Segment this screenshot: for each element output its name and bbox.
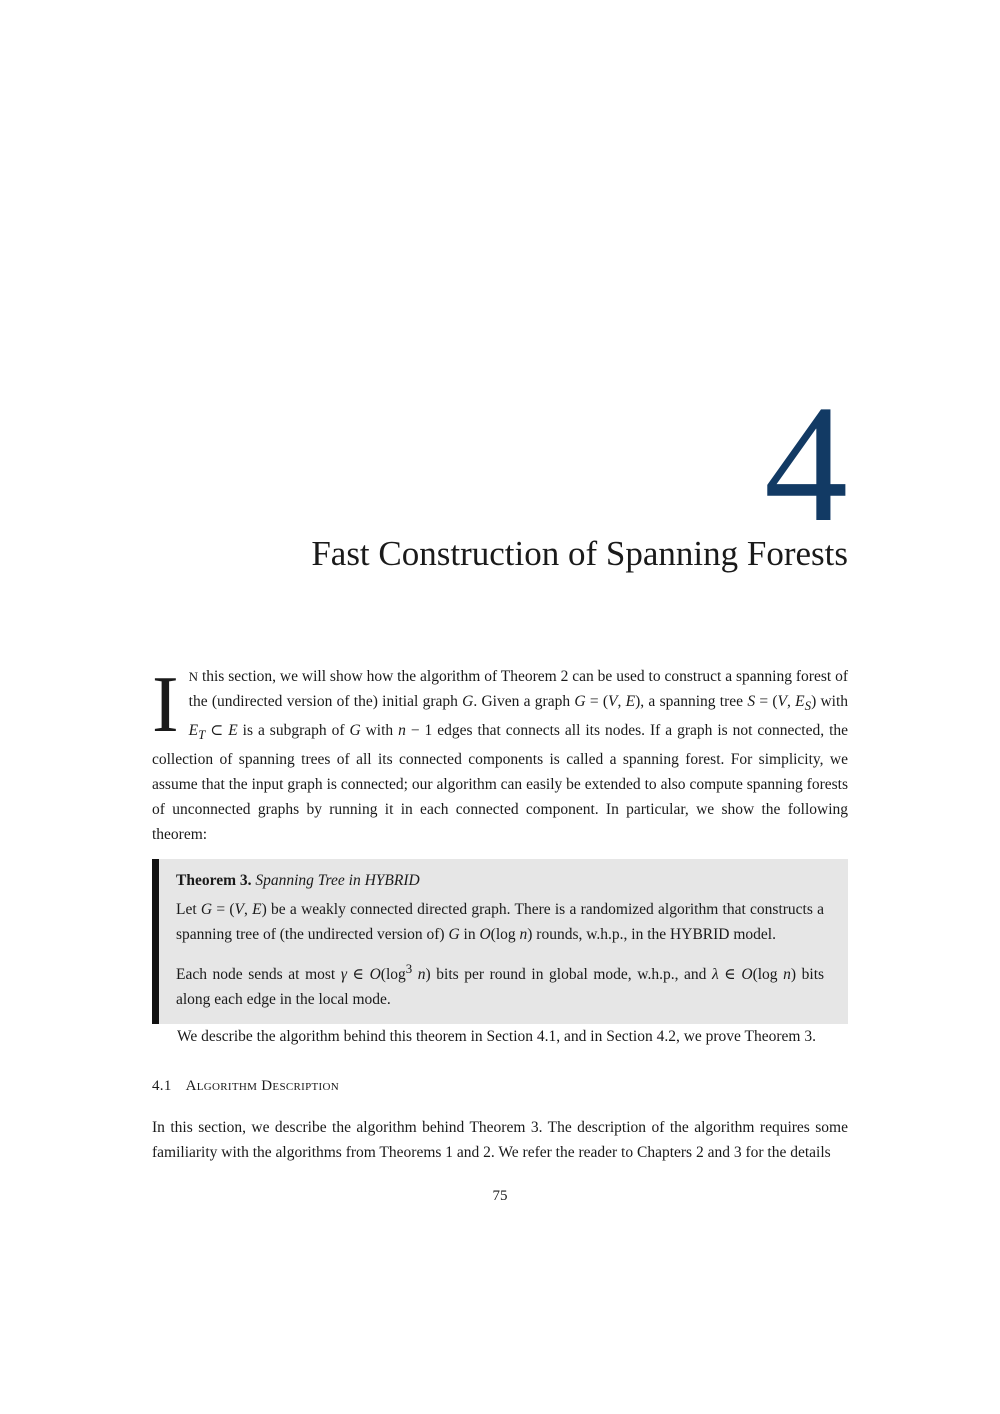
math-var: G xyxy=(349,722,361,740)
chapter-body xyxy=(152,661,849,1165)
math-var: E xyxy=(625,693,636,710)
intro-text: . Given a graph xyxy=(473,693,575,710)
math-var: O xyxy=(479,926,491,944)
theorem-text: (log xyxy=(380,966,406,984)
intro-text: = ( xyxy=(755,693,778,710)
intro-paragraph xyxy=(152,661,849,847)
section-paragraph: In this section, we describe the algorithm behind Theorem 3. The description of the algorithm requires some familiarity with the algorithms from Theorems 1 and 2. We refer the reader to Chapters 2 and 3 for the details xyxy=(152,1119,848,1162)
theorem-name: Spanning Tree in HYBRID xyxy=(255,872,420,890)
math-var: E xyxy=(795,693,805,710)
math-exponent: 3 xyxy=(405,961,413,977)
math-var: λ xyxy=(712,966,719,984)
math-var: E xyxy=(188,722,199,740)
theorem-heading xyxy=(176,868,824,893)
math-var: n xyxy=(417,966,426,984)
math-var: E xyxy=(228,722,238,740)
math-var: G xyxy=(462,693,474,710)
math-var: V xyxy=(234,901,245,919)
math-var: V xyxy=(608,693,618,710)
math-var: O xyxy=(369,966,381,984)
intro-text: = ( xyxy=(585,693,609,710)
math-var: E xyxy=(252,901,262,919)
math-var: n xyxy=(783,966,791,984)
after-theorem-paragraph: We describe the algorithm behind this theorem in Section 4.1, and in Section 4.2, we prove Theorem 3. xyxy=(177,1028,816,1046)
math-var: G xyxy=(574,693,586,710)
theorem-text: in xyxy=(459,926,480,944)
intro-text: , xyxy=(786,693,796,710)
math-var: S xyxy=(747,693,756,710)
math-var: G xyxy=(448,926,460,944)
theorem-label: Theorem 3. xyxy=(176,872,252,890)
intro-text: ), a spanning tree xyxy=(635,693,748,710)
theorem-statement xyxy=(176,897,824,947)
intro-text: ⊂ xyxy=(205,722,229,740)
section-heading xyxy=(152,1074,848,1099)
theorem-bandwidth xyxy=(176,956,824,1012)
chapter-title: Fast Construction of Spanning Forests xyxy=(311,534,848,573)
math-var: V xyxy=(777,693,787,710)
theorem-text: ) be a weakly connected directed graph. There is a randomized algorithm that constructs a spanning tree of (the undirected version of) xyxy=(176,901,825,944)
theorem-text: ∈ xyxy=(346,966,370,984)
theorem-text: Each node sends at most xyxy=(176,966,341,984)
theorem-box xyxy=(152,859,848,1024)
section-title: Algorithm Description xyxy=(185,1078,339,1095)
chapter-number: 4 xyxy=(764,371,848,557)
theorem-text: ) bits per round in global mode, w.h.p., and xyxy=(425,966,712,984)
section-number: 4.1 xyxy=(152,1078,172,1095)
theorem-text: ) rounds, w.h.p., in the HYBRID model. xyxy=(527,926,776,944)
math-var: n xyxy=(519,926,528,944)
intro-text: ) with xyxy=(811,693,849,710)
theorem-text: = ( xyxy=(212,901,235,919)
theorem-text: ∈ xyxy=(718,966,742,984)
theorem-text: , xyxy=(244,901,253,919)
theorem-text: ) bits along each edge in the local mode. xyxy=(176,966,825,1009)
theorem-text: (log xyxy=(490,926,520,944)
intro-text: is a subgraph of xyxy=(237,722,350,740)
theorem-text: Let xyxy=(176,901,201,919)
intro-text: − 1 edges that connects all its nodes. If a graph is not connected, the collection of spanning trees of all its connected components is called a spanning forest. For simplicity, we assume that the input graph is connected; our algorithm can easily be extended to also compute spanning forests of unconnected graphs by running it in each connected component. In particular, we show the following theorem: xyxy=(152,722,849,844)
intro-first-word-rest: N xyxy=(188,669,199,684)
math-var: γ xyxy=(340,966,347,984)
intro-text: , xyxy=(617,693,626,710)
math-var: O xyxy=(741,966,753,984)
math-subscript: T xyxy=(198,727,206,743)
page-number: 75 xyxy=(492,1188,508,1204)
drop-cap: I xyxy=(152,661,179,749)
theorem-text: (log xyxy=(752,966,784,984)
intro-text: this section, we will show how the algorithm of Theorem 2 can be used to construct a spanning forest of the (undirected version of the) initial graph xyxy=(188,668,848,710)
math-var: n xyxy=(398,722,406,740)
math-var: G xyxy=(200,901,213,919)
math-subscript: S xyxy=(804,698,812,714)
intro-text: with xyxy=(360,722,399,740)
